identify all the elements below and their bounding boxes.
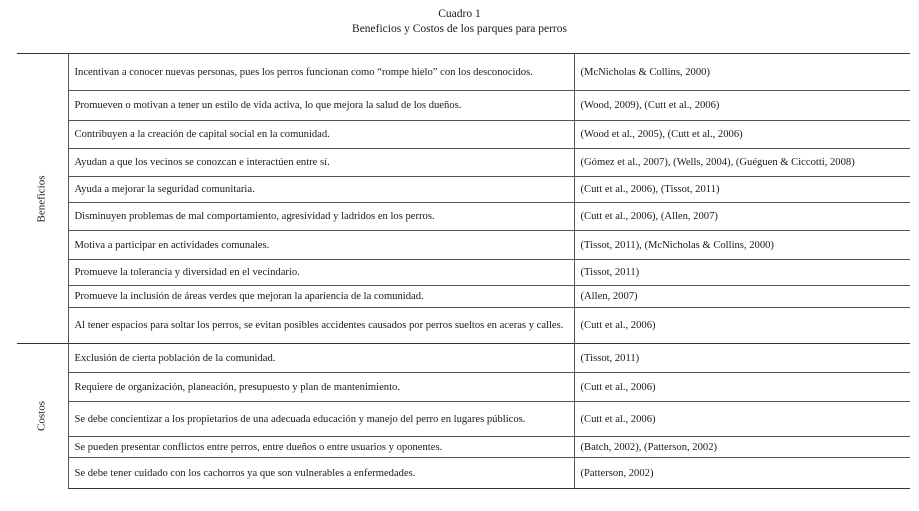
description-cell: Se debe concientizar a los propietarios de una adecuada educación y manejo del perro en lugares públicos. — [68, 402, 574, 437]
reference-cell: (Tissot, 2011), (McNicholas & Collins, 2000) — [574, 231, 910, 260]
table-row — [17, 121, 910, 149]
description-cell: Al tener espacios para soltar los perros, se evitan posibles accidentes causados por perros sueltos en aceras y calles. — [68, 308, 574, 344]
reference-cell: (Wood et al., 2005), (Cutt et al., 2006) — [574, 121, 910, 149]
table-row — [17, 231, 910, 260]
reference-cell: (Gómez et al., 2007), (Wells, 2004), (Guéguen & Ciccotti, 2008) — [574, 149, 910, 177]
description-cell: Promueve la inclusión de áreas verdes que mejoran la apariencia de la comunidad. — [68, 286, 574, 308]
category-cell-beneficios — [17, 54, 68, 344]
description-cell: Promueven o motivan a tener un estilo de vida activa, lo que mejora la salud de los dueños. — [68, 91, 574, 121]
description-cell: Incentivan a conocer nuevas personas, pues los perros funcionan como “rompe hielo” con los desconocidos. — [68, 54, 574, 91]
reference-cell: (Tissot, 2011) — [574, 344, 910, 373]
description-cell: Se pueden presentar conflictos entre perros, entre dueños o entre usuarios y oponentes. — [68, 437, 574, 458]
description-cell: Requiere de organización, planeación, presupuesto y plan de mantenimiento. — [68, 373, 574, 402]
description-cell: Motiva a participar en actividades comunales. — [68, 231, 574, 260]
table-row — [17, 149, 910, 177]
table-row — [17, 344, 910, 373]
category-label-beneficios: Beneficios — [35, 174, 48, 223]
table-row — [17, 91, 910, 121]
description-cell: Contribuyen a la creación de capital social en la comunidad. — [68, 121, 574, 149]
table-row — [17, 286, 910, 308]
table-row — [17, 260, 910, 286]
table-row — [17, 437, 910, 458]
category-label-costos: Costos — [35, 401, 48, 432]
reference-cell: (Cutt et al., 2006), (Tissot, 2011) — [574, 177, 910, 203]
description-cell: Exclusión de cierta población de la comunidad. — [68, 344, 574, 373]
benefits-costs-table — [17, 53, 910, 489]
reference-cell: (Cutt et al., 2006) — [574, 308, 910, 344]
table-row — [17, 177, 910, 203]
category-cell-costos — [17, 344, 68, 489]
table-caption-number: Cuadro 1 — [438, 8, 481, 20]
table-row — [17, 458, 910, 489]
description-cell: Se debe tener cuidado con los cachorros ya que son vulnerables a enfermedades. — [68, 458, 574, 489]
description-cell: Disminuyen problemas de mal comportamiento, agresividad y ladridos en los perros. — [68, 203, 574, 231]
table-row — [17, 203, 910, 231]
description-cell: Promueve la tolerancia y diversidad en el vecindario. — [68, 260, 574, 286]
reference-cell: (Allen, 2007) — [574, 286, 910, 308]
reference-cell: (Cutt et al., 2006) — [574, 402, 910, 437]
reference-cell: (Cutt et al., 2006) — [574, 373, 910, 402]
table-row — [17, 54, 910, 91]
description-cell: Ayudan a que los vecinos se conozcan e interactúen entre sí. — [68, 149, 574, 177]
reference-cell: (McNicholas & Collins, 2000) — [574, 54, 910, 91]
table-caption-title: Beneficios y Costos de los parques para perros — [352, 23, 567, 35]
reference-cell: (Wood, 2009), (Cutt et al., 2006) — [574, 91, 910, 121]
reference-cell: (Patterson, 2002) — [574, 458, 910, 489]
reference-cell: (Batch, 2002), (Patterson, 2002) — [574, 437, 910, 458]
description-cell: Ayuda a mejorar la seguridad comunitaria. — [68, 177, 574, 203]
table-row — [17, 308, 910, 344]
reference-cell: (Cutt et al., 2006), (Allen, 2007) — [574, 203, 910, 231]
table-row — [17, 373, 910, 402]
reference-cell: (Tissot, 2011) — [574, 260, 910, 286]
table-row — [17, 402, 910, 437]
